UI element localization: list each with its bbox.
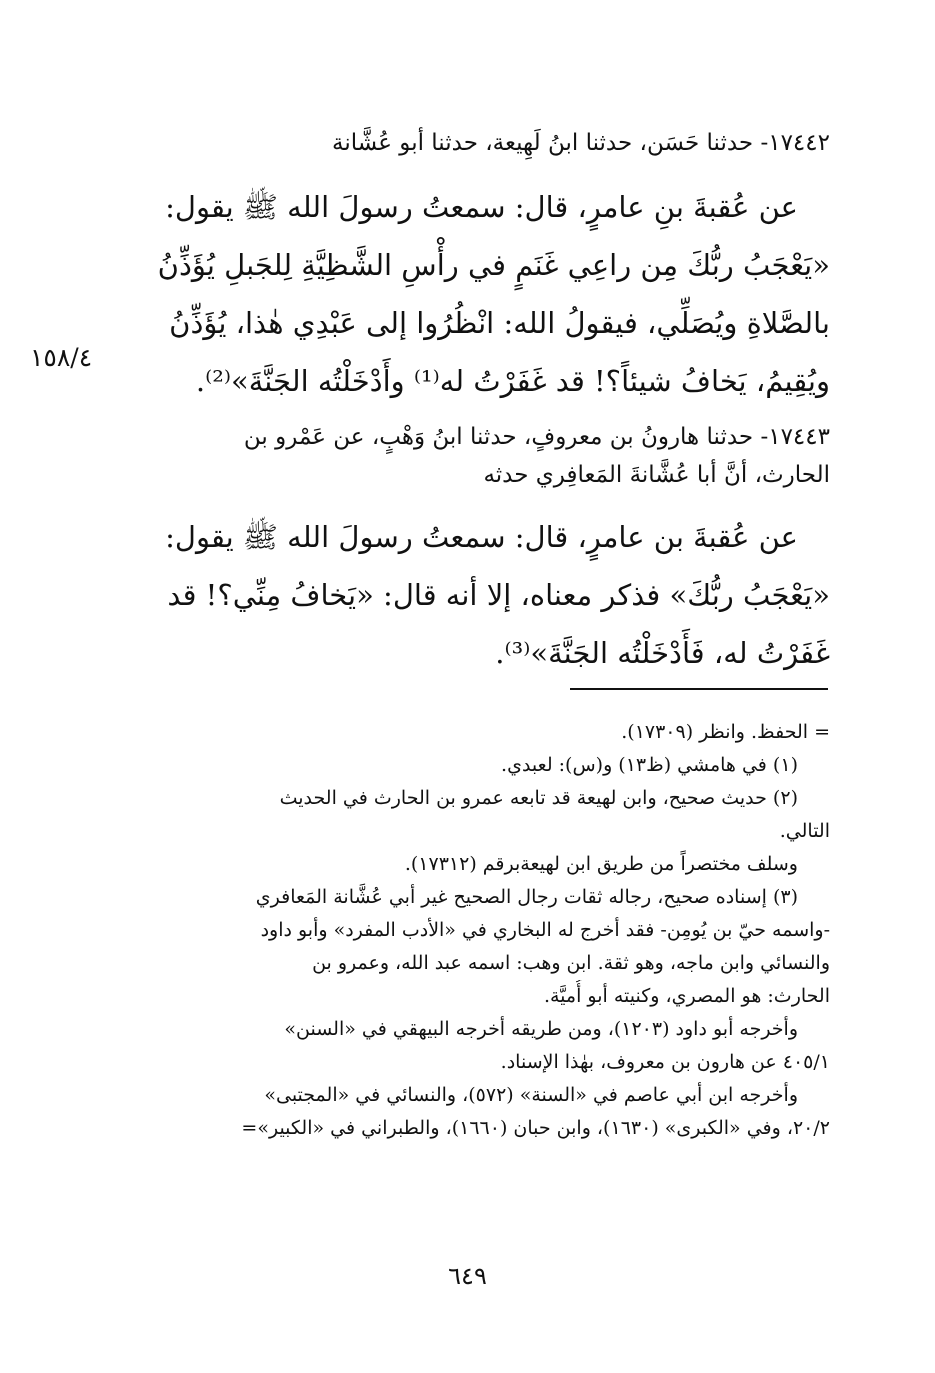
- footnote-3-line-2: -واسمه حيّ بن يُومِن- فقد أخرج له البخاري في «الأدب المفرد» وأبو داود: [260, 919, 830, 941]
- footnote-3-line-6: ٤٠٥/١ عن هارون بن معروف، بهٰذا الإسناد.: [500, 1051, 830, 1073]
- hadith-2-heading: [120, 418, 830, 494]
- hadith-2-heading-line-2: الحارث، أنَّ أبا عُشَّانةَ المَعافِري حدثه: [483, 462, 830, 488]
- footnote-1: (١) في هامشي (ظ١٣) و(س): لعبدي.: [501, 754, 798, 776]
- hadith-2-body: [120, 508, 830, 682]
- footnote-2-line-3: وسلف مختصراً من طريق ابن لهيعةبرقم (١٧٣١٢).: [404, 853, 798, 875]
- hadith-1-body: [120, 178, 830, 410]
- footnote-3-line-7: وأخرجه ابن أبي عاصم في «السنة» (٥٧٢)، والنسائي في «المجتبى»: [264, 1084, 798, 1106]
- footnote-3-line-3: والنسائي وابن ماجه، وهو ثقة. ابن وهب: اسمه عبد الله، وعمرو بن: [312, 952, 830, 974]
- hadith-1-body-line-2: «يَعْجَبُ ربُّكَ مِن راعِي غَنَمٍ في رأْسِ الشَّظِيَّةِ لِلجَبلِ يُؤَذِّنُ: [157, 248, 830, 282]
- footnote-2-line-2: التالي.: [779, 820, 830, 842]
- footnote-3-line-8: ٢٠/٢، وفي «الكبرى» (١٦٣٠)، وابن حبان (١٦٦٠)، والطبراني في «الكبير»=: [241, 1117, 830, 1139]
- footnotes-section: [120, 716, 830, 1145]
- hadith-2-body-line-1: عن عُقبةَ بن عامرٍ، قال: سمعتُ رسولَ الله ﷺ يقول:: [165, 520, 798, 554]
- footnote-continuation: = الحفظ. وانظر (١٧٣٠٩).: [621, 721, 830, 743]
- page-number: ٦٤٩: [448, 1262, 487, 1290]
- hadith-1-body-line-3: بالصَّلاةِ ويُصَلِّي، فيقولُ الله: انْظُرُوا إلى عَبْدِي هٰذا، يُؤَذِّنُ: [169, 306, 830, 340]
- footnote-3: (٣) إسناده صحيح، رجاله ثقات رجال الصحيح غير أبي عُشَّانة المَعافري: [255, 886, 798, 908]
- hadith-1-heading-line: ١٧٤٤٢- حدثنا حَسَن، حدثنا ابنُ لَهِيعة، حدثنا أبو عُشَّانة: [332, 130, 830, 156]
- footnote-separator-rule: [570, 688, 828, 690]
- hadith-2-body-line-2: «يَعْجَبُ ربُّكَ» فذكر معناه، إلا أنه قال: «يَخافُ مِنِّي؟! قد: [167, 578, 830, 612]
- hadith-1-body-line-4: ويُقِيمُ، يَخافُ شيئاً؟! قد غَفَرْتُ له⁽¹⁾ وأَدْخَلْتُه الجَنَّةَ»⁽²⁾.: [195, 364, 830, 398]
- hadith-1-body-line-1: عن عُقبةَ بنِ عامرٍ، قال: سمعتُ رسولَ الله ﷺ يقول:: [165, 190, 798, 224]
- hadith-2-heading-line-1: ١٧٤٤٣- حدثنا هارونُ بن معروفٍ، حدثنا ابنُ وَهْبٍ، عن عَمْرو بن: [243, 424, 830, 450]
- footnote-3-line-5: وأخرجه أبو داود (١٢٠٣)، ومن طريقه أخرجه البيهقي في «السنن»: [284, 1018, 798, 1040]
- margin-volume-page-reference: ١٥٨/٤: [30, 343, 93, 372]
- hadith-1-heading: [120, 124, 830, 162]
- footnote-3-line-4: الحارث: هو المصري، وكنيته أبو أُميَّة.: [543, 985, 830, 1007]
- hadith-2-body-line-3: غَفَرْتُ له، فَأَدْخَلْتُه الجَنَّةَ»⁽³⁾.: [495, 636, 830, 670]
- footnote-2: (٢) حديث صحيح، وابن لهيعة قد تابعه عمرو بن الحارث في الحديث: [279, 787, 798, 809]
